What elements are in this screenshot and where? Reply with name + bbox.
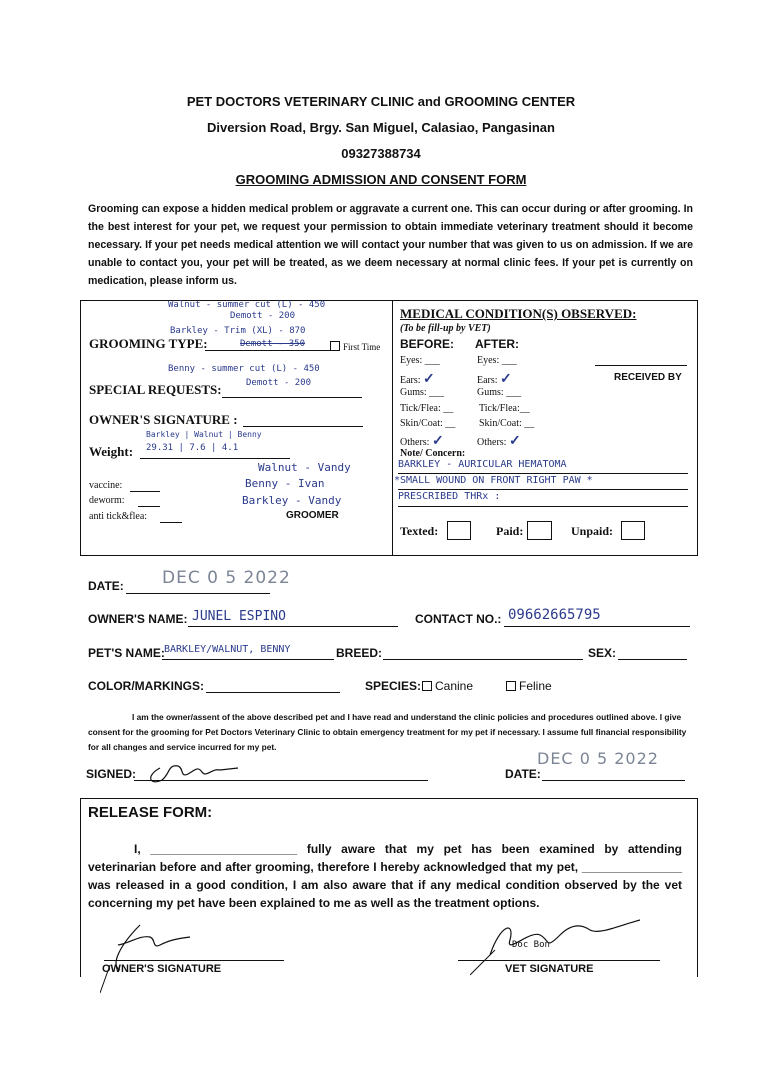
after-ears-label: Ears: [477,375,498,386]
antitick-line [160,522,182,523]
form-title: GROOMING ADMISSION AND CONSENT FORM [235,172,527,187]
vet-sig-label: VET SIGNATURE [505,963,594,975]
release-title: RELEASE FORM: [88,804,213,821]
pet-name-line[interactable] [162,659,334,660]
special-requests-label: SPECIAL REQUESTS: [89,382,222,397]
received-by-label: RECEIVED BY [614,372,682,383]
consent-date-label: DATE: [505,767,541,781]
contact-value: 09662665795 [508,607,601,623]
after-others-label: Others: [477,437,507,448]
after-others-check: ✓ [508,434,521,449]
groomer-line-3: Barkley - Vandy [242,494,342,507]
grooming-type-line [205,350,335,351]
grooming-line-4: Demott - 350 [240,339,306,349]
grooming-line-1: Walnut - summer cut (L) - 450 [168,300,326,310]
signed-label: SIGNED: [86,767,137,781]
vet-signature [470,905,650,980]
texted-box[interactable] [447,521,471,540]
grooming-type-label: GROOMING TYPE: [89,336,208,351]
before-tickflea: Tick/Flea: __ [400,403,454,414]
vet-handwriting: Doc Bon [512,940,550,950]
panel-divider [392,300,393,556]
groomer-label: GROOMER [286,510,339,521]
contact-line[interactable] [504,626,690,627]
color-label: COLOR/MARKINGS: [88,679,204,693]
received-by-line[interactable] [595,365,687,366]
unpaid-label: Unpaid: [571,524,614,538]
antitick-label: anti tick&flea: [89,511,148,522]
after-ears-check: ✓ [500,372,512,387]
first-time-label: First Time [343,342,381,352]
owner-release-signature [100,915,210,995]
first-time-box[interactable] [330,341,340,351]
deworm-label: deworm: [89,495,125,506]
texted-label: Texted: [400,524,439,538]
before-eyes: Eyes: ___ [400,355,440,366]
weight-label: Weight: [89,444,134,459]
special-line-1: Benny - summer cut (L) - 450 [168,364,320,374]
before-others-label: Others: [400,437,430,448]
paid-label: Paid: [496,524,524,538]
note-line-2: *SMALL WOUND ON FRONT RIGHT PAW * [394,475,593,486]
canine-label: Canine [435,679,474,693]
canine-option[interactable] [422,679,473,693]
groomer-line-1: Walnut - Vandy [258,461,351,474]
note-line-3: PRESCRIBED THRx : [398,491,501,502]
feline-box[interactable] [506,681,516,691]
canine-box[interactable] [422,681,432,691]
species-label: SPECIES: [365,679,422,693]
color-line[interactable] [206,692,340,693]
owner-signature-scribble [140,756,240,788]
before-ears-check: ✓ [423,372,435,387]
sex-label: SEX: [588,646,617,660]
after-others [477,433,521,450]
intro-paragraph: Grooming can expose a hidden medical problem or aggravate a current one. This can occur during or after grooming. In the best interest for your pet, we request your permission to obtain immediate veterinary treatment should it become necessary. If your pet needs medical attention we will contact your number that was given to us on admission. If we are unable to contact you, your pet will be treated, as we deem necessary at normal clinic fees. If your pet is currently on medication, please inform us. [88,203,693,287]
grooming-line-3: Barkley - Trim (XL) - 870 [170,326,306,336]
special-line-2: Demott - 200 [246,378,312,388]
date-label: DATE: [88,579,124,593]
special-requests-line [222,397,362,398]
breed-line[interactable] [383,659,583,660]
note-rule-2 [398,489,688,490]
clinic-phone: 09327388734 [341,146,421,161]
note-rule-1 [398,473,688,474]
deworm-line [138,506,160,507]
date-line[interactable] [126,593,270,594]
grooming-line-2: Demott - 200 [230,311,296,321]
vaccine-label: vaccine: [89,480,123,491]
vaccine-line [130,491,160,492]
owner-name-value: JUNEL ESPINO [192,609,286,624]
medical-title: MEDICAL CONDITION(S) OBSERVED: [400,306,637,321]
clinic-address: Diversion Road, Brgy. San Miguel, Calasiao, Pangasinan [207,120,555,135]
after-skincoat: Skin/Coat: __ [479,418,535,429]
note-label: Note/ Concern: [400,448,466,459]
first-time-checkbox[interactable] [330,341,380,352]
pet-name-value: BARKLEY/WALNUT, BENNY [164,644,291,655]
feline-option[interactable] [506,679,552,693]
weight-pet-names: Barkley | Walnut | Benny [146,430,262,439]
owner-name-line[interactable] [188,626,398,627]
after-label: AFTER: [475,337,519,351]
before-gums: Gums: ___ [400,387,445,398]
note-line-1: BARKLEY - AURICULAR HEMATOMA [398,459,567,470]
medical-subtitle: (To be fill-up by VET) [400,323,491,334]
consent-date-line[interactable] [542,780,685,781]
weight-values: 29.31 | 7.6 | 4.1 [146,443,239,453]
before-skincoat: Skin/Coat: __ [400,418,456,429]
sex-line[interactable] [618,659,687,660]
after-tickflea: Tick/Flea:__ [479,403,530,414]
feline-label: Feline [519,679,552,693]
date-stamp: DEC 0 5 2022 [162,568,291,588]
weight-line [140,458,290,459]
owner-signature-label: OWNER'S SIGNATURE : [89,412,238,427]
before-ears [400,371,435,388]
before-others-check: ✓ [431,434,444,449]
owner-release-sig-label: OWNER'S SIGNATURE [102,963,222,975]
after-eyes: Eyes: ___ [477,355,517,366]
owner-name-label: OWNER'S NAME: [88,612,188,626]
unpaid-box[interactable] [621,521,645,540]
pet-name-label: PET'S NAME: [88,646,165,660]
before-label: BEFORE: [400,337,454,351]
consent-date-stamp: DEC 0 5 2022 [537,749,659,768]
clinic-name: PET DOCTORS VETERINARY CLINIC and GROOMING CENTER [186,94,576,109]
note-rule-3 [398,506,688,507]
contact-label: CONTACT NO.: [415,612,502,626]
breed-label: BREED: [336,646,383,660]
before-ears-label: Ears: [400,375,421,386]
release-paragraph: I, ______________________ fully aware that my pet has been examined by attending veterinarian before and after grooming, therefore I hereby acknowledged that my pet, _______________ was released in a good condition, I am also aware that if any medical condition observed by the vet concerning my pet have been explained to me as well as the treatment options. [88,842,682,910]
owner-signature-line[interactable] [243,426,363,427]
after-gums: Gums: ___ [477,387,522,398]
after-ears [477,371,512,388]
consent-paragraph: I am the owner/assent of the above described pet and I have read and understand the clinic policies and procedures outlined above. I give consent for the grooming for Pet Doctors Veterinary Clinic to obtain emergency treatment for my pet if necessary. I assume full financial responsibility for all changes and service incurred for my pet. [88,712,687,752]
paid-box[interactable] [527,521,552,540]
groomer-line-2: Benny - Ivan [245,477,325,490]
